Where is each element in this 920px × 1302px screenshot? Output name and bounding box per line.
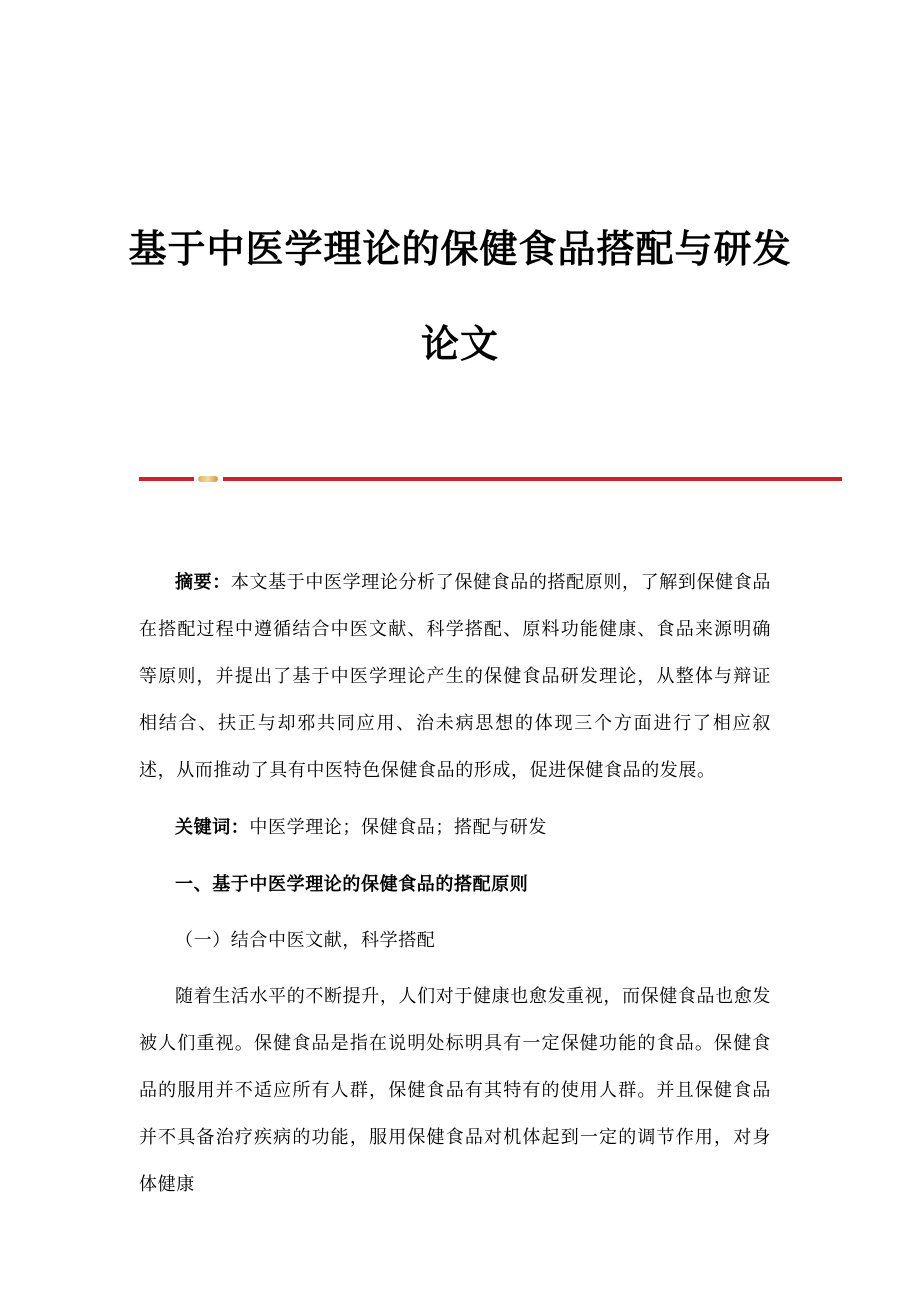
section-subheading: （一）结合中医文献，科学搭配: [175, 930, 436, 951]
body-paragraph: 随着生活水平的不断提升，人们对于健康也愈发重视，而保健食品也愈发被人们重视。保健食品是指在说明处标明具有一定保健功能的食品。保健食品的服用并不适应所有人群，保健食品有其特有的使用人群。并且保健食品并不具备治疗疾病的功能，服用保健食品对机体起到一定的调节作用，对身体健康: [139, 986, 771, 1195]
divider-ornament-icon: [198, 476, 218, 482]
title-divider: [139, 477, 842, 482]
document-title-line-2: 论文: [420, 321, 499, 366]
divider-bar-right: [223, 477, 842, 481]
abstract-label: 摘要：: [175, 572, 231, 593]
abstract-paragraph: [139, 559, 771, 794]
keywords-label: 关键词：: [175, 817, 250, 838]
section-heading: 一、基于中医学理论的保健食品的搭配原则: [175, 874, 529, 895]
keywords-text: 中医学理论；保健食品；搭配与研发: [249, 817, 548, 838]
keywords-paragraph: [139, 804, 771, 851]
document-title-line-1: 基于中医学理论的保健食品搭配与研发: [128, 226, 792, 271]
abstract-text: 本文基于中医学理论分析了保健食品的搭配原则，了解到保健食品在搭配过程中遵循结合中医文献、科学搭配、原料功能健康、食品来源明确等原则，并提出了基于中医学理论产生的保健食品研发理论，从整体与辩证相结合、扶正与却邪共同应用、治未病思想的体现三个方面进行了相应叙述，从而推动了具有中医特色保健食品的形成，促进保健食品的发展。: [139, 572, 771, 781]
divider-bar-left: [139, 477, 194, 481]
